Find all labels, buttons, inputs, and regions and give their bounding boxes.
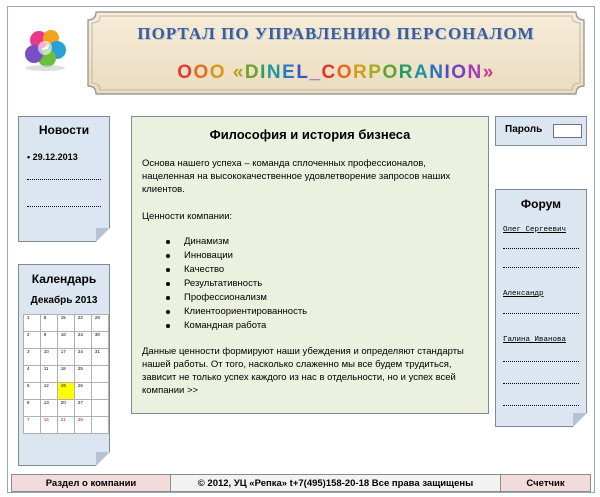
calendar-day[interactable]: 31 [91,349,108,366]
forum-placeholder-line [503,267,579,268]
company-name-letter: I [260,62,267,83]
calendar-day [91,383,108,400]
value-item: Профессионализм [164,291,307,305]
company-name-letter: O [336,62,354,83]
calendar-day[interactable]: 19 [57,383,74,400]
calendar-week-row [24,366,109,383]
news-title: Новости [38,123,90,137]
values-list [164,235,307,333]
company-name-letter: О [193,62,210,83]
calendar-day[interactable]: 1 [24,315,41,332]
calendar-week-row [24,400,109,417]
company-name-letter: A [413,62,430,83]
calendar-day[interactable]: 7 [24,417,41,434]
calendar-day[interactable]: 21 [57,417,74,434]
forum-panel [495,189,587,427]
main-title: Философия и история бизнеса [209,127,411,142]
calendar-month: Декабрь 2013 [30,295,98,306]
company-name-letter: O [451,62,468,83]
calendar-week-row [24,315,109,332]
calendar-day[interactable]: 22 [74,315,91,332]
main-content [131,116,489,414]
login-panel [495,116,587,146]
company-name-letter: C [321,62,337,83]
outro-text[interactable]: Данные ценности формируют наши убеждения и определяют стандарты нашей работы. От того, насколько слаженно мы все будем трудиться, зависит не только успех каждого из нас в отдельности, но и успех всей компании >> [142,346,464,396]
forum-title: Форум [520,197,562,211]
calendar-week-row [24,383,109,400]
calendar-day[interactable]: 9 [40,332,57,349]
calendar-day[interactable]: 29 [91,315,108,332]
company-name-letter: I [444,62,452,83]
company-name [86,62,586,84]
calendar-day[interactable]: 10 [40,349,57,366]
news-item-date[interactable]: • 29.12.2013 [27,152,78,162]
calendar-week-row [24,349,109,366]
calendar-day[interactable]: 13 [40,400,57,417]
company-name-letter: E [282,62,297,83]
forum-user-link[interactable]: Александр [503,290,544,298]
value-item: Результативность [164,277,307,291]
calendar-day[interactable]: 23 [74,332,91,349]
calendar-week-row [24,417,109,434]
calendar-day[interactable]: 12 [40,383,57,400]
company-name-letter: _ [309,62,322,83]
calendar-day [91,366,108,383]
calendar-day[interactable]: 20 [57,400,74,417]
calendar-day[interactable]: 24 [74,349,91,366]
company-name-letter: О [177,62,194,83]
company-name-letter: « [232,62,245,83]
footer-counter: Счетчик [501,475,590,491]
page-curl [573,413,587,427]
news-panel [18,116,110,242]
company-name-letter: R [398,62,414,83]
calendar-panel [18,264,110,466]
header-banner [86,10,586,96]
value-item: Динамизм [164,235,307,249]
company-name-letter: » [482,62,495,83]
company-name-letter: N [467,62,483,83]
calendar-day[interactable]: 30 [91,332,108,349]
company-name-letter: O [382,62,399,83]
calendar-day[interactable]: 26 [74,383,91,400]
company-name-letter: P [368,62,383,83]
page-curl [96,452,110,466]
footer [11,474,591,492]
calendar-day[interactable]: 18 [57,366,74,383]
value-item: Клиентоориентированность [164,305,307,319]
calendar-day[interactable]: 3 [24,349,41,366]
forum-placeholder-line [503,313,579,314]
footer-about-link[interactable]: Раздел о компании [12,475,171,491]
calendar-day[interactable]: 16 [57,332,74,349]
company-name-letter: D [244,62,261,83]
forum-user-link[interactable]: Олег Сергеевич [503,226,567,234]
calendar-day[interactable]: 11 [40,366,57,383]
calendar-day[interactable]: 4 [24,366,41,383]
company-name-letter [226,62,233,84]
company-name-letter: N [266,62,283,83]
calendar-day[interactable]: 14 [40,417,57,434]
footer-copyright: © 2012, УЦ «Репка» t+7(495)158-20-18 Все права защищены [171,475,501,491]
forum-placeholder-line [503,248,579,249]
calendar-day[interactable]: 8 [40,315,57,332]
calendar-day[interactable]: 6 [24,400,41,417]
calendar-day[interactable]: 28 [74,417,91,434]
calendar-day[interactable]: 5 [24,383,41,400]
value-item: Качество [164,263,307,277]
forum-user-link[interactable]: Галина Иванова [503,336,567,344]
forum-placeholder-line [503,361,579,362]
calendar-title: Календарь [31,272,97,286]
company-logo[interactable] [19,24,71,74]
value-item: Инновации [164,249,307,263]
calendar-day[interactable]: 27 [74,400,91,417]
forum-placeholder-line [503,405,579,406]
calendar-day[interactable]: 25 [74,366,91,383]
values-heading: Ценности компании: [142,211,233,222]
calendar-day[interactable]: 17 [57,349,74,366]
value-item: Командная работа [164,319,307,333]
calendar-day[interactable]: 15 [57,315,74,332]
company-name-letter: О [209,62,227,83]
news-placeholder-line [27,179,101,180]
calendar-day [91,400,108,417]
forum-placeholder-line [503,383,579,384]
password-label: Пароль [505,124,543,135]
news-placeholder-line [27,206,101,207]
portal-title: ПОРТАЛ ПО УПРАВЛЕНИЮ ПЕРСОНАЛОМ [137,24,535,43]
password-input[interactable] [553,124,582,138]
calendar-day [91,417,108,434]
calendar-grid [23,314,109,434]
intro-text: Основа нашего успеха – команда сплоченных профессионалов, нацеленная на высококачественное удовлетворение запросов наших клиентов. [142,158,451,195]
company-name-letter: L [296,62,310,83]
company-name-letter: R [353,62,369,83]
calendar-week-row [24,332,109,349]
page-curl [96,228,110,242]
company-name-letter: N [429,62,445,83]
calendar-day[interactable]: 2 [24,332,41,349]
